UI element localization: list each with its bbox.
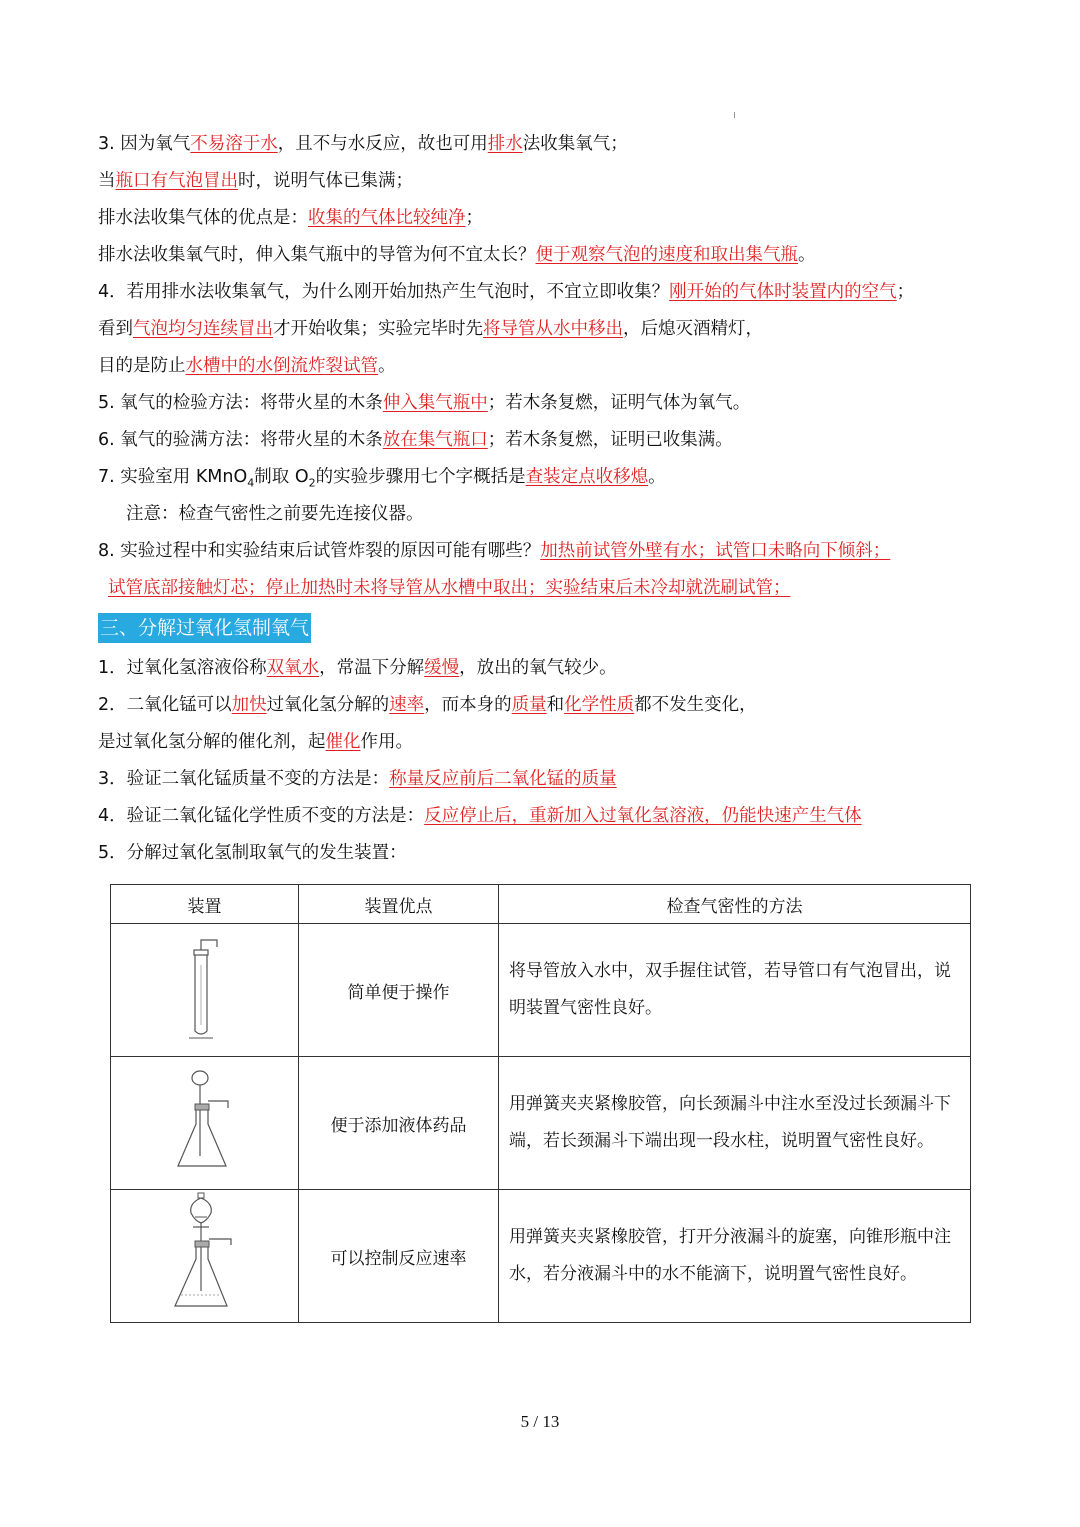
s2-line1: 2．二氧化锰可以加快过氧化氢分解的速率，而本身的质量和化学性质都不发生变化，	[98, 695, 757, 715]
apparatus-cell	[111, 1057, 299, 1190]
separatory-funnel-flask-icon	[165, 1191, 245, 1316]
test-tube-apparatus-icon	[175, 935, 235, 1040]
q6-line: 6. 氧气的验满方法：将带火星的木条放在集气瓶口；若木条复燃，证明已收集满。	[98, 430, 733, 450]
s5-line: 5．分解过氧化氢制取氧气的发生装置：	[98, 843, 407, 863]
table-row	[111, 924, 971, 1057]
section-title: 三、分解过氧化氢制氧气	[98, 613, 311, 643]
method-cell: 用弹簧夹夹紧橡胶管，向长颈漏斗中注水至没过长颈漏斗下端，若长颈漏斗下端出现一段水柱，说明置气密性良好。	[499, 1057, 971, 1190]
apparatus-table	[110, 884, 971, 1323]
advantage-cell: 可以控制反应速率	[299, 1190, 499, 1323]
s3-line: 3．验证二氧化锰质量不变的方法是：称量反应前后二氧化锰的质量	[98, 769, 617, 789]
q8-line2: 试管底部接触灯芯；停止加热时未将导管从水槽中取出；实验结束后未冷却就洗刷试管；	[108, 578, 791, 598]
table-row	[111, 1190, 971, 1323]
advantage-cell: 简单便于操作	[299, 924, 499, 1057]
q3-line3: 排水法收集气体的优点是：收集的气体比较纯净；	[98, 208, 483, 228]
q4-line3: 目的是防止水槽中的水倒流炸裂试管。	[98, 356, 396, 376]
s2-line2: 是过氧化氢分解的催化剂，起催化作用。	[98, 732, 413, 752]
long-neck-funnel-flask-icon	[170, 1066, 240, 1176]
q3-line4: 排水法收集氧气时，伸入集气瓶中的导管为何不宜太长？便于观察气泡的速度和取出集气瓶。	[98, 245, 816, 265]
table-header-row	[111, 885, 971, 924]
page-number: 5 / 13	[520, 1412, 560, 1431]
q7-line: 7. 实验室用 KMnO$_4$制取 $O_2$的实验步骤用七个字概括是查装定点收移熄。	[98, 467, 666, 490]
apparatus-cell	[111, 924, 299, 1057]
q3-line2: 当瓶口有气泡冒出时，说明气体已集满；	[98, 171, 413, 191]
apparatus-cell	[111, 1190, 299, 1323]
q7-note: 注意：检查气密性之前要先连接仪器。	[126, 504, 424, 524]
header-advantage: 装置优点	[299, 885, 499, 924]
page-mark	[734, 112, 735, 118]
q3-line1: 3. 因为氧气不易溶于水，且不与水反应，故也可用排水法收集氧气；	[98, 134, 628, 154]
q5-line: 5. 氧气的检验方法：将带火星的木条伸入集气瓶中；若木条复燃，证明气体为氧气。	[98, 393, 751, 413]
q8-line1: 8. 实验过程中和实验结束后试管炸裂的原因可能有哪些？加热前试管外壁有水；试管口未略向下倾斜；	[98, 541, 891, 561]
method-cell: 用弹簧夹夹紧橡胶管，打开分液漏斗的旋塞，向锥形瓶中注水，若分液漏斗中的水不能滴下，说明置气密性良好。	[499, 1190, 971, 1323]
header-apparatus: 装置	[111, 885, 299, 924]
s1-line: 1．过氧化氢溶液俗称双氧水，常温下分解缓慢，放出的氧气较少。	[98, 658, 617, 678]
header-method: 检查气密性的方法	[499, 885, 971, 924]
q4-line2: 看到气泡均匀连续冒出才开始收集；实验完毕时先将导管从水中移出，后熄灭酒精灯，	[98, 319, 763, 339]
s4-line: 4．验证二氧化锰化学性质不变的方法是：反应停止后，重新加入过氧化氢溶液，仍能快速产生气体	[98, 806, 862, 826]
q4-line1: 4．若用排水法收集氧气，为什么刚开始加热产生气泡时，不宜立即收集？刚开始的气体时装置内的空气；	[98, 282, 915, 302]
method-cell: 将导管放入水中，双手握住试管，若导管口有气泡冒出，说明装置气密性良好。	[499, 924, 971, 1057]
table-row	[111, 1057, 971, 1190]
advantage-cell: 便于添加液体药品	[299, 1057, 499, 1190]
